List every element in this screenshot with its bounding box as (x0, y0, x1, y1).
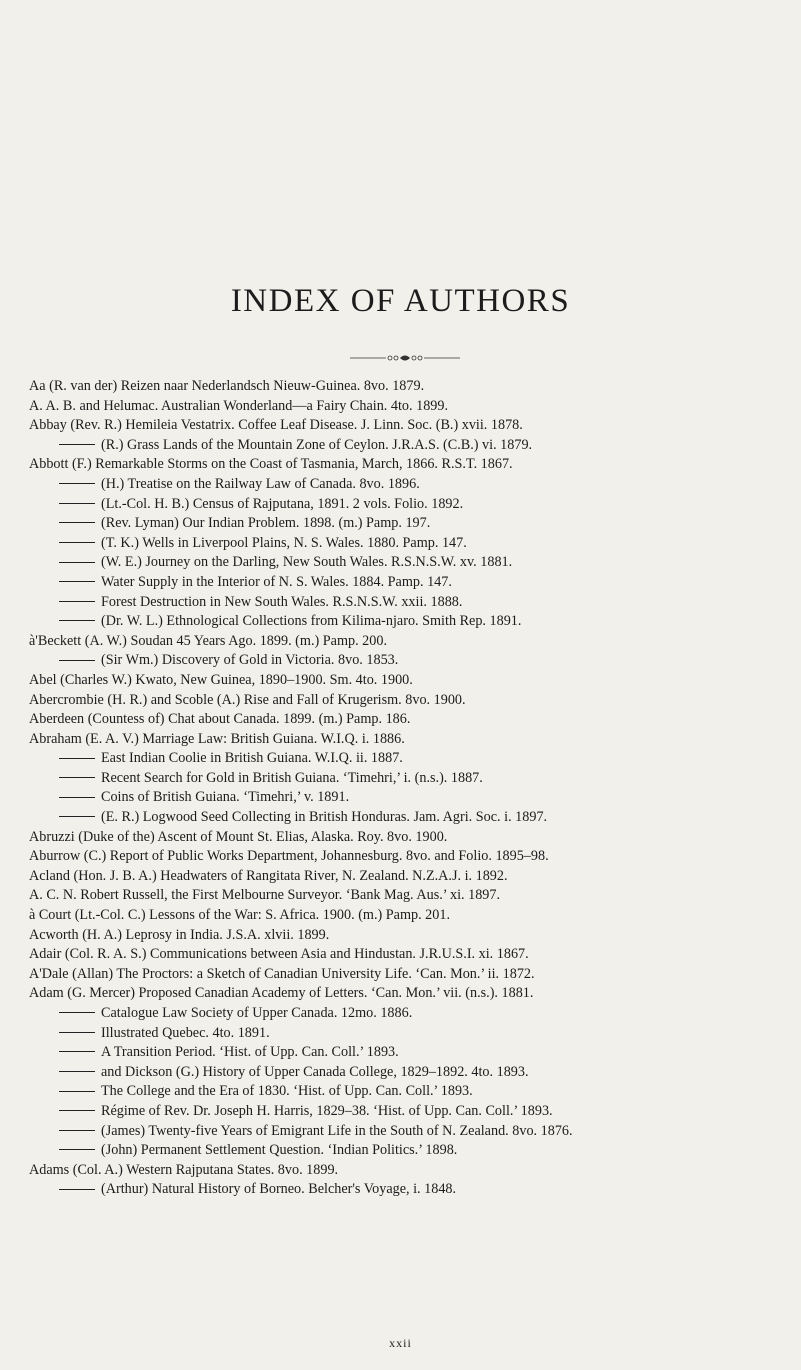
index-entry-continuation (29, 1063, 799, 1083)
entry-text: Aa (R. van der) Reizen naar Nederlandsch Nieuw-Guinea. 8vo. 1879. (29, 378, 425, 394)
entry-text: (R.) Grass Lands of the Mountain Zone of Ceylon. J.R.A.S. (C.B.) vi. 1879. (101, 436, 533, 453)
ditto-dash (59, 483, 95, 484)
index-entry-continuation (29, 436, 799, 456)
entry-text: Coins of British Guiana. ‘Timehri,’ v. 1891. (101, 789, 350, 806)
entry-text: (E. R.) Logwood Seed Collecting in British Honduras. Jam. Agri. Soc. i. 1897. (101, 809, 548, 826)
entry-text: (Rev. Lyman) Our Indian Problem. 1898. (m.) Pamp. 197. (101, 515, 431, 532)
page-number: xxii (389, 1336, 412, 1350)
entry-text: A. A. B. and Helumac. Australian Wonderland—a Fairy Chain. 4to. 1899. (29, 397, 449, 414)
entry-text: Illustrated Quebec. 4to. 1891. (101, 1024, 270, 1041)
ditto-dash (59, 542, 95, 543)
index-entry-continuation (29, 593, 799, 613)
ditto-dash (59, 1071, 95, 1072)
index-entry (29, 455, 799, 475)
index-entry-continuation (29, 514, 799, 534)
entry-text: Régime of Rev. Dr. Joseph H. Harris, 1829–38. ‘Hist. of Upp. Can. Coll.’ 1893. (101, 1102, 553, 1119)
index-entry (29, 847, 799, 867)
index-entry (29, 945, 799, 965)
ditto-dash (59, 444, 95, 445)
ditto-dash (59, 1110, 95, 1111)
index-entry-continuation (29, 1004, 799, 1024)
entry-text: Abbay (Rev. R.) Hemileia Vestatrix. Coffee Leaf Disease. J. Linn. Soc. (B.) xvii. 1878. (29, 417, 523, 434)
index-entry-continuation (29, 651, 799, 671)
entry-text: A Transition Period. ‘Hist. of Upp. Can. Coll.’ 1893. (101, 1044, 399, 1061)
index-entry (29, 377, 799, 397)
entry-text: à Court (Lt.-Col. C.) Lessons of the War: S. Africa. 1900. (m.) Pamp. 201. (29, 907, 451, 924)
entry-text: (Arthur) Natural History of Borneo. Belcher's Voyage, i. 1848. (101, 1181, 457, 1198)
entry-text: Adam (G. Mercer) Proposed Canadian Academy of Letters. ‘Can. Mon.’ vii. (n.s.). 1881. (29, 985, 534, 1002)
index-entry-continuation (29, 1043, 799, 1063)
entry-text: Abruzzi (Duke of the) Ascent of Mount St. Elias, Alaska. Roy. 8vo. 1900. (29, 828, 448, 845)
index-entry-continuation (29, 788, 799, 808)
index-entry (29, 828, 799, 848)
entry-text: Abercrombie (H. R.) and Scoble (A.) Rise and Fall of Krugerism. 8vo. 1900. (29, 691, 466, 708)
entry-text: (James) Twenty-five Years of Emigrant Life in the South of N. Zealand. 8vo. 1876. (101, 1122, 573, 1139)
ditto-dash (59, 1051, 95, 1052)
entry-text: Abraham (E. A. V.) Marriage Law: British Guiana. W.I.Q. i. 1886. (29, 730, 405, 747)
entry-text: Adams (Col. A.) Western Rajputana States. 8vo. 1899. (29, 1161, 339, 1178)
entry-text: à'Beckett (A. W.) Soudan 45 Years Ago. 1899. (m.) Pamp. 200. (29, 632, 388, 649)
ditto-dash (59, 1130, 95, 1131)
entry-text: (John) Permanent Settlement Question. ‘Indian Politics.’ 1898. (101, 1142, 458, 1159)
index-entry (29, 886, 799, 906)
index-entry-continuation (29, 1122, 799, 1142)
entry-text: Catalogue Law Society of Upper Canada. 12mo. 1886. (101, 1005, 413, 1021)
index-entry-continuation (29, 495, 799, 515)
entry-text: Adair (Col. R. A. S.) Communications between Asia and Hindustan. J.R.U.S.I. xi. 1867. (29, 946, 529, 963)
entry-text: A'Dale (Allan) The Proctors: a Sketch of Canadian University Life. ‘Can. Mon.’ ii. 1872. (29, 965, 535, 982)
index-entry-continuation (29, 553, 799, 573)
index-entry-continuation (29, 1082, 799, 1102)
index-entry (29, 867, 799, 887)
ditto-dash (59, 1091, 95, 1092)
index-entry (29, 416, 799, 436)
index-entry (29, 691, 799, 711)
index-entry (29, 965, 799, 985)
page-title: INDEX OF AUTHORS (230, 283, 571, 319)
index-entry-continuation (29, 1102, 799, 1122)
ditto-dash (59, 581, 95, 582)
index-entry (29, 906, 799, 926)
index-entry (29, 926, 799, 946)
entry-text: Acworth (H. A.) Leprosy in India. J.S.A. xlvii. 1899. (29, 926, 330, 943)
ditto-dash (59, 797, 95, 798)
index-entry-continuation (29, 573, 799, 593)
entry-text: (H.) Treatise on the Railway Law of Canada. 8vo. 1896. (101, 475, 420, 492)
index-entry-continuation (29, 1024, 799, 1044)
index-entry-continuation (29, 612, 799, 632)
index-entry-continuation (29, 749, 799, 769)
index-entry-continuation (29, 769, 799, 789)
index-entry-continuation (29, 1180, 799, 1200)
entry-text: (Lt.-Col. H. B.) Census of Rajputana, 1891. 2 vols. Folio. 1892. (101, 495, 464, 512)
ditto-dash (59, 777, 95, 778)
entry-text: East Indian Coolie in British Guiana. W.I.Q. ii. 1887. (101, 750, 403, 767)
index-entry (29, 632, 799, 652)
index-entry-continuation (29, 1141, 799, 1161)
ditto-dash (59, 522, 95, 523)
entry-text: (Sir Wm.) Discovery of Gold in Victoria. 8vo. 1853. (101, 652, 399, 669)
entry-text: Abel (Charles W.) Kwato, New Guinea, 1890–1900. Sm. 4to. 1900. (29, 671, 413, 688)
entry-text: (W. E.) Journey on the Darling, New South Wales. R.S.N.S.W. xv. 1881. (101, 554, 513, 571)
ditto-dash (59, 1012, 95, 1013)
ditto-dash (59, 503, 95, 504)
entry-text: Recent Search for Gold in British Guiana. ‘Timehri,’ i. (n.s.). 1887. (101, 769, 483, 786)
index-entry (29, 710, 799, 730)
entry-text: Acland (Hon. J. B. A.) Headwaters of Rangitata River, N. Zealand. N.Z.A.J. i. 1892. (29, 867, 508, 884)
entry-text: The College and the Era of 1830. ‘Hist. of Upp. Can. Coll.’ 1893. (101, 1083, 473, 1100)
index-entry-continuation (29, 808, 799, 828)
ornament-divider (350, 353, 460, 363)
author-index-list (29, 377, 799, 1200)
entry-text: (T. K.) Wells in Liverpool Plains, N. S. Wales. 1880. Pamp. 147. (101, 534, 467, 551)
ditto-dash (59, 1032, 95, 1033)
entry-text: Water Supply in the Interior of N. S. Wales. 1884. Pamp. 147. (101, 573, 452, 590)
ditto-dash (59, 758, 95, 759)
index-entry (29, 397, 799, 417)
ditto-dash (59, 1189, 95, 1190)
ditto-dash (59, 660, 95, 661)
index-entry (29, 984, 799, 1004)
ditto-dash (59, 816, 95, 817)
index-entry (29, 671, 799, 691)
entry-text: Abbott (F.) Remarkable Storms on the Coast of Tasmania, March, 1866. R.S.T. 1867. (29, 456, 513, 473)
index-entry (29, 730, 799, 750)
entry-text: (Dr. W. L.) Ethnological Collections from Kilima-njaro. Smith Rep. 1891. (101, 613, 522, 630)
entry-text: and Dickson (G.) History of Upper Canada College, 1829–1892. 4to. 1893. (101, 1063, 529, 1080)
index-entry (29, 1161, 799, 1181)
entry-text: A. C. N. Robert Russell, the First Melbourne Surveyor. ‘Bank Mag. Aus.’ xi. 1897. (29, 887, 501, 904)
ditto-dash (59, 1149, 95, 1150)
index-entry-continuation (29, 534, 799, 554)
ditto-dash (59, 620, 95, 621)
entry-text: Forest Destruction in New South Wales. R.S.N.S.W. xxii. 1888. (101, 593, 463, 610)
ditto-dash (59, 601, 95, 602)
entry-text: Aburrow (C.) Report of Public Works Department, Johannesburg. 8vo. and Folio. 1895–98. (29, 848, 549, 865)
index-entry-continuation (29, 475, 799, 495)
entry-text: Aberdeen (Countess of) Chat about Canada. 1899. (m.) Pamp. 186. (29, 711, 411, 728)
ditto-dash (59, 562, 95, 563)
